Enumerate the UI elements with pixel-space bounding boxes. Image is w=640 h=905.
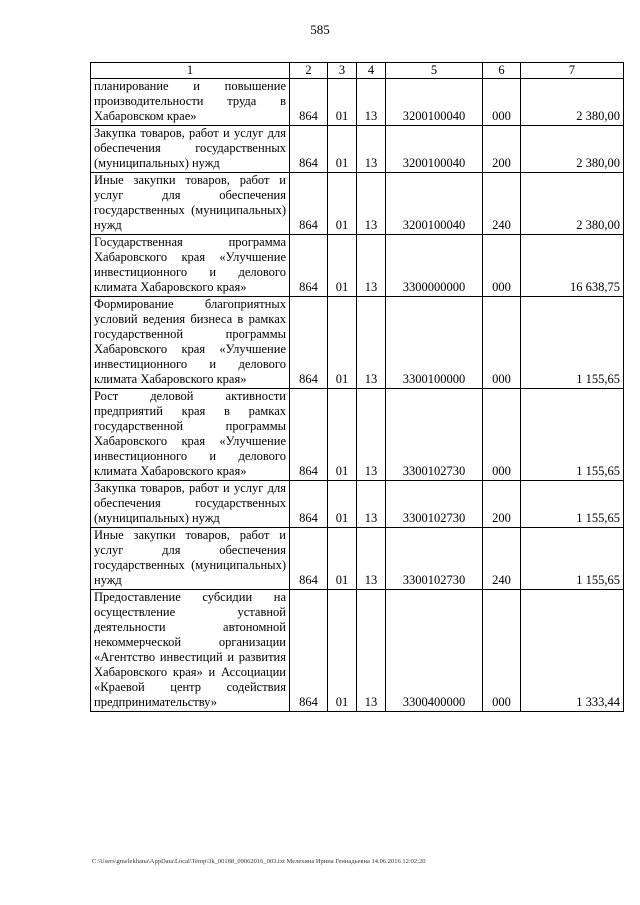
row-expense-type-cell: 200 — [483, 481, 521, 528]
header-cell-3: 3 — [328, 63, 357, 79]
row-code-3-cell: 01 — [328, 389, 357, 481]
table-row — [91, 173, 624, 235]
row-description-cell: Государственная программа Хабаровского края «Улучшение инвестиционного и делового климата Хабаровского края» — [91, 235, 290, 297]
row-code-2-cell: 864 — [290, 297, 328, 389]
header-cell-4: 4 — [357, 63, 386, 79]
header-cell-5: 5 — [386, 63, 483, 79]
table-row — [91, 126, 624, 173]
row-expense-type-cell: 240 — [483, 173, 521, 235]
header-row — [91, 63, 624, 79]
table-body — [91, 79, 624, 712]
row-code-4-cell: 13 — [357, 297, 386, 389]
row-description-cell: Формирование благоприятных условий ведения бизнеса в рамках государственной программы Хабаровского края «Улучшение инвестиционного и делового климата Хабаровского края» — [91, 297, 290, 389]
row-code-4-cell: 13 — [357, 173, 386, 235]
row-target-article-cell: 3200100040 — [386, 126, 483, 173]
row-amount-cell: 1 333,44 — [521, 590, 624, 712]
footer-file-path: C:\Users\gmelekhana\AppData\Local\Temp\3k_00188_09062016_003.txt Мелехина Ирина Геннадьевна 14.06.2016 12:02:20 — [92, 858, 426, 865]
row-amount-cell: 1 155,65 — [521, 297, 624, 389]
row-amount-cell: 2 380,00 — [521, 173, 624, 235]
row-description-cell: Рост деловой активности предприятий края в рамках государственной программы Хабаровского края «Улучшение инвестиционного и делового климата Хабаровского края» — [91, 389, 290, 481]
row-code-3-cell: 01 — [328, 590, 357, 712]
row-code-2-cell: 864 — [290, 389, 328, 481]
row-expense-type-cell: 200 — [483, 126, 521, 173]
row-code-3-cell: 01 — [328, 297, 357, 389]
row-code-4-cell: 13 — [357, 481, 386, 528]
row-code-2-cell: 864 — [290, 481, 328, 528]
row-expense-type-cell: 000 — [483, 79, 521, 126]
row-amount-cell: 16 638,75 — [521, 235, 624, 297]
row-target-article-cell: 3200100040 — [386, 173, 483, 235]
row-code-3-cell: 01 — [328, 126, 357, 173]
row-description-cell: Иные закупки товаров, работ и услуг для обеспечения государственных (муниципальных) нужд — [91, 173, 290, 235]
row-expense-type-cell: 000 — [483, 389, 521, 481]
row-code-4-cell: 13 — [357, 235, 386, 297]
table-row — [91, 590, 624, 712]
row-code-2-cell: 864 — [290, 528, 328, 590]
row-target-article-cell: 3300400000 — [386, 590, 483, 712]
row-code-3-cell: 01 — [328, 528, 357, 590]
row-description-cell: планирование и повышение производительности труда в Хабаровском крае» — [91, 79, 290, 126]
row-code-4-cell: 13 — [357, 79, 386, 126]
table-row — [91, 481, 624, 528]
row-amount-cell: 2 380,00 — [521, 126, 624, 173]
row-code-2-cell: 864 — [290, 173, 328, 235]
row-code-3-cell: 01 — [328, 481, 357, 528]
row-expense-type-cell: 000 — [483, 297, 521, 389]
row-code-4-cell: 13 — [357, 126, 386, 173]
row-target-article-cell: 3300102730 — [386, 389, 483, 481]
header-cell-6: 6 — [483, 63, 521, 79]
table-row — [91, 389, 624, 481]
row-target-article-cell: 3300102730 — [386, 528, 483, 590]
row-description-cell: Закупка товаров, работ и услуг для обеспечения государственных (муниципальных) нужд — [91, 126, 290, 173]
row-target-article-cell: 3200100040 — [386, 79, 483, 126]
row-description-cell: Предоставление субсидии на осуществление уставной деятельности автономной некоммерческой организации «Агентство инвестиций и развития Хабаровского края» и Ассоциации «Краевой центр содействия предпринимательству» — [91, 590, 290, 712]
table-row — [91, 297, 624, 389]
row-amount-cell: 1 155,65 — [521, 481, 624, 528]
row-expense-type-cell: 000 — [483, 590, 521, 712]
page-number: 585 — [310, 22, 330, 37]
row-target-article-cell: 3300100000 — [386, 297, 483, 389]
row-target-article-cell: 3300102730 — [386, 481, 483, 528]
table-row — [91, 79, 624, 126]
row-expense-type-cell: 240 — [483, 528, 521, 590]
header-cell-1: 1 — [91, 63, 290, 79]
row-code-3-cell: 01 — [328, 79, 357, 126]
row-code-4-cell: 13 — [357, 528, 386, 590]
row-code-3-cell: 01 — [328, 173, 357, 235]
row-code-2-cell: 864 — [290, 79, 328, 126]
table-row — [91, 235, 624, 297]
row-amount-cell: 1 155,65 — [521, 389, 624, 481]
row-code-2-cell: 864 — [290, 590, 328, 712]
row-description-cell: Закупка товаров, работ и услуг для обеспечения государственных (муниципальных) нужд — [91, 481, 290, 528]
header-cell-2: 2 — [290, 63, 328, 79]
row-amount-cell: 1 155,65 — [521, 528, 624, 590]
row-code-4-cell: 13 — [357, 389, 386, 481]
header-cell-7: 7 — [521, 63, 624, 79]
row-description-cell: Иные закупки товаров, работ и услуг для обеспечения государственных (муниципальных) нужд — [91, 528, 290, 590]
row-code-3-cell: 01 — [328, 235, 357, 297]
row-code-4-cell: 13 — [357, 590, 386, 712]
row-code-2-cell: 864 — [290, 126, 328, 173]
table-row — [91, 528, 624, 590]
row-amount-cell: 2 380,00 — [521, 79, 624, 126]
row-code-2-cell: 864 — [290, 235, 328, 297]
row-expense-type-cell: 000 — [483, 235, 521, 297]
row-target-article-cell: 3300000000 — [386, 235, 483, 297]
budget-table — [90, 62, 624, 712]
